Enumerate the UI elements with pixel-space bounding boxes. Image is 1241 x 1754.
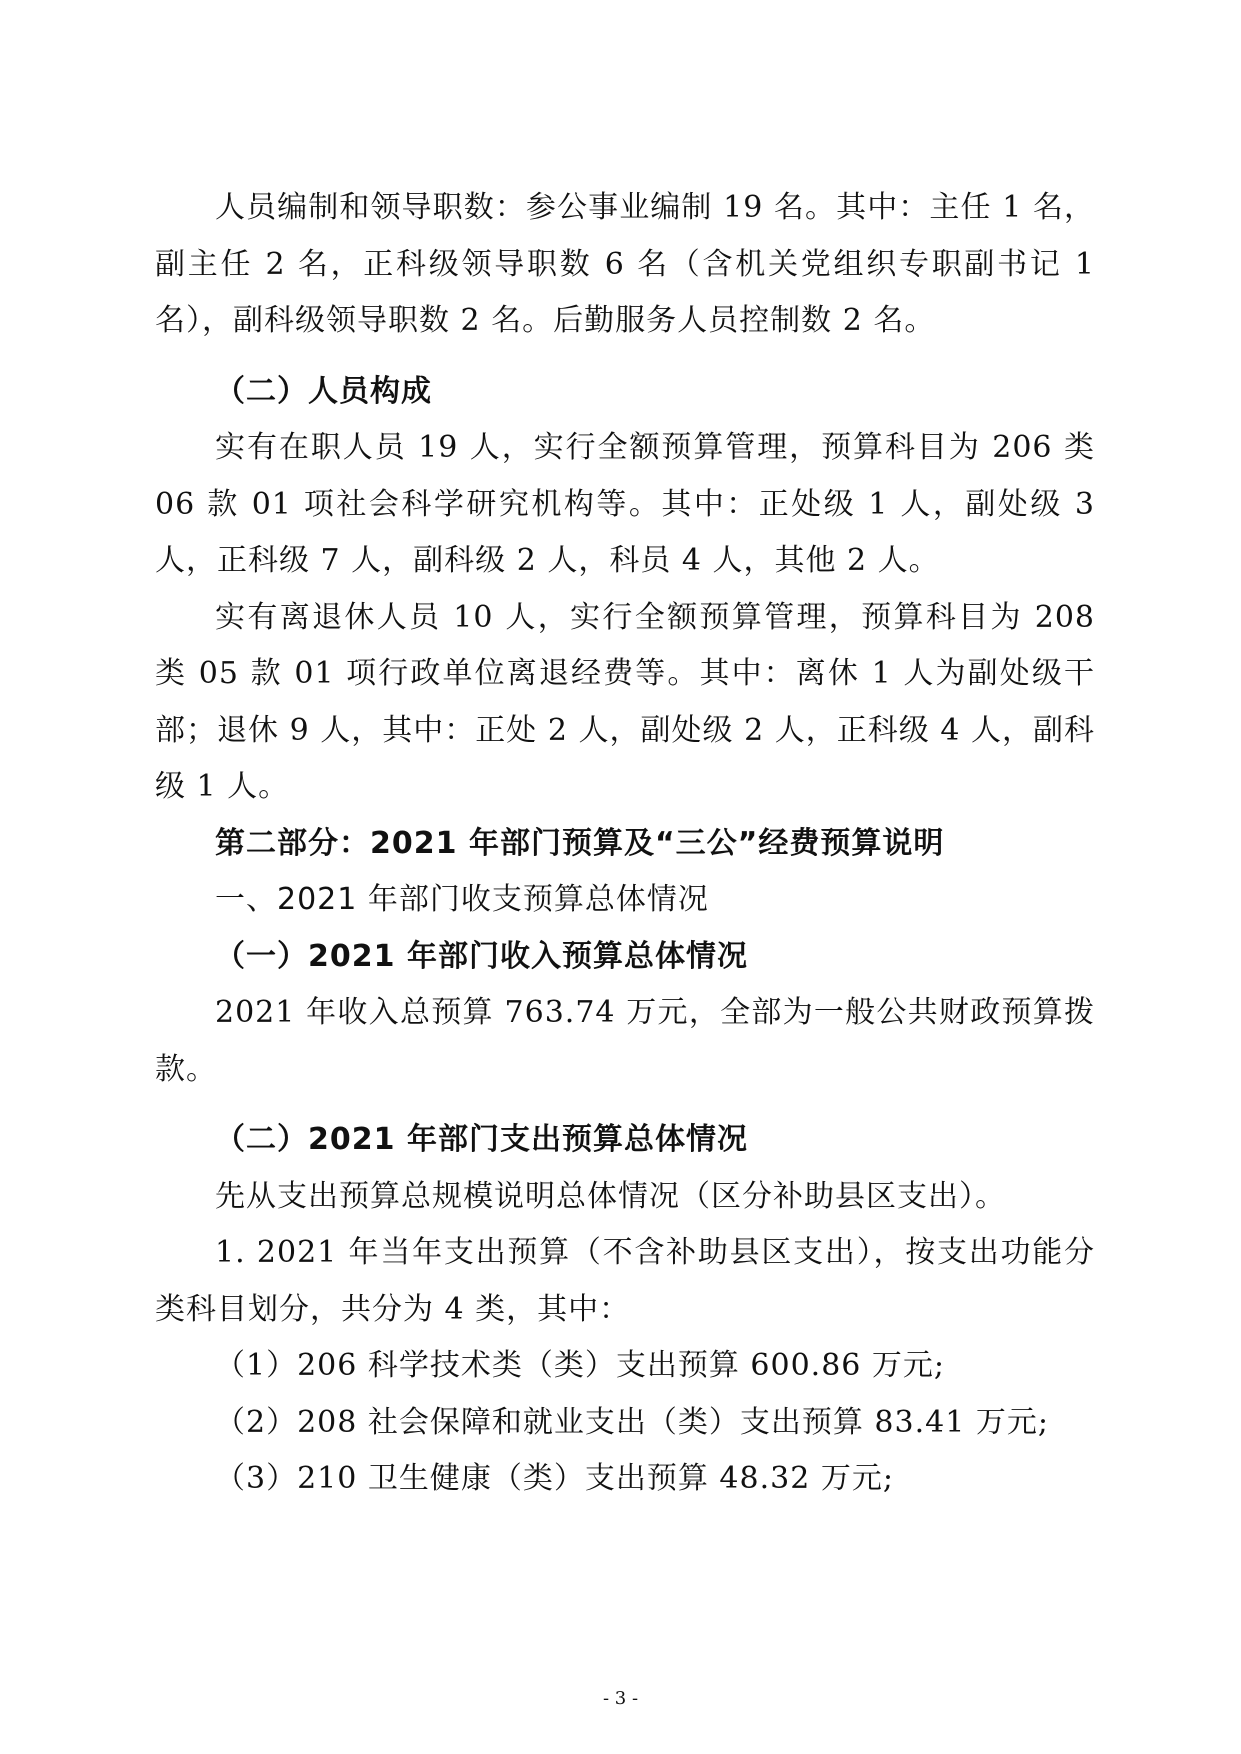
paragraph-expense-intro: 先从支出预算总规模说明总体情况（区分补助县区支出）。 bbox=[215, 1178, 1006, 1214]
paragraph-retired-staff: 实有离退休人员 10 人，实行全额预算管理，预算科目为 208 类 05 款 01 项行政单位离退经费等。其中：离休 1 人为副处级干部；退休 9 人，其中：正处 2 人，副处级 2 人，正科级 4 人，副科级 1 人。 bbox=[155, 599, 1095, 804]
spacer bbox=[155, 1098, 1095, 1112]
paragraph-staffing: 人员编制和领导职数：参公事业编制 19 名。其中：主任 1 名，副主任 2 名，正科级领导职数 6 名（含机关党组织专职副书记 1 名），副科级领导职数 2 名。后勤服务人员控制数 2 名。 bbox=[155, 190, 1095, 338]
heading-personnel-composition: （二）人员构成 bbox=[215, 373, 432, 409]
heading-expense-budget: （二）2021 年部门支出预算总体情况 bbox=[215, 1122, 748, 1157]
list-item-206: （1）206 科学技术类（类）支出预算 600.86 万元; bbox=[215, 1348, 946, 1383]
heading-income-budget: （一）2021 年部门收入预算总体情况 bbox=[215, 938, 748, 974]
page-number: - 3 - bbox=[602, 1688, 639, 1709]
heading-overall-budget: 一、2021 年部门收支预算总体情况 bbox=[215, 882, 709, 917]
document-body bbox=[155, 180, 1095, 1508]
heading-part-two: 第二部分：2021 年部门预算及“三公”经费预算说明 bbox=[215, 825, 945, 861]
list-item-210: （3）210 卫生健康（类）支出预算 48.32 万元; bbox=[215, 1461, 894, 1496]
list-item-208: （2）208 社会保障和就业支出（类）支出预算 83.41 万元; bbox=[215, 1404, 1049, 1440]
paragraph-income-total: 2021 年收入总预算 763.74 万元，全部为一般公共财政预算拨款。 bbox=[155, 995, 1095, 1087]
paragraph-expense-classification: 1. 2021 年当年支出预算（不含补助县区支出），按支出功能分类科目划分，共分为 4 类，其中： bbox=[155, 1235, 1095, 1327]
spacer bbox=[155, 350, 1095, 364]
paragraph-active-staff: 实有在职人员 19 人，实行全额预算管理，预算科目为 206 类 06 款 01 项社会科学研究机构等。其中：正处级 1 人，副处级 3 人，正科级 7 人，副科级 2 人，科员 4 人，其他 2 人。 bbox=[155, 430, 1095, 578]
